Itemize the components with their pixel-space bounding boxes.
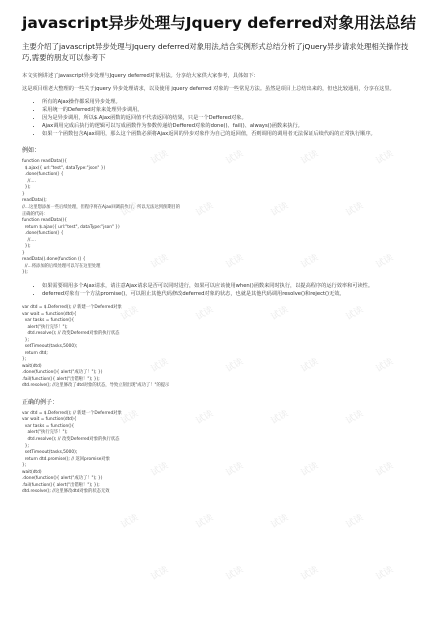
watermark: 试读 [299, 460, 321, 479]
watermark: 试读 [149, 148, 171, 167]
list-item: • deferred对象有一个方法promise()，可以阻止其他代码修改deferred对象的状态，也就是其他代码调用resolve()和reject()无效。 [42, 290, 418, 298]
watermark: 试读 [119, 304, 141, 323]
watermark: 试读 [149, 356, 171, 375]
watermark: 试读 [374, 356, 396, 375]
watermark: 试读 [344, 200, 366, 219]
watermark: 试读 [149, 460, 171, 479]
list-item: • 因为是异步调用，所以$.Ajax函数的返回值不代表返回的结果，只是一个Deffered对象。 [42, 114, 418, 122]
watermark: 试读 [269, 304, 291, 323]
watermark: 试读 [224, 564, 246, 583]
watermark: 试读 [269, 512, 291, 531]
list-item: • 所有的Ajax操作都采用异步处理。 [42, 98, 418, 106]
watermark: 试读 [194, 408, 216, 427]
watermark: 试读 [269, 408, 291, 427]
watermark: 试读 [374, 460, 396, 479]
watermark: 试读 [344, 512, 366, 531]
watermark: 试读 [344, 304, 366, 323]
watermark: 试读 [149, 564, 171, 583]
watermark: 试读 [119, 408, 141, 427]
watermark: 试读 [194, 512, 216, 531]
watermark: 试读 [344, 408, 366, 427]
watermark: 试读 [299, 564, 321, 583]
page-title: javascript异步处理与Jquery deferred对象用法总结 [22, 14, 417, 32]
watermark: 试读 [224, 460, 246, 479]
watermark: 试读 [269, 200, 291, 219]
watermark: 试读 [299, 356, 321, 375]
watermark: 试读 [224, 148, 246, 167]
watermark: 试读 [194, 200, 216, 219]
paragraph-1: 这是项目组老大整理的一些关于jquery 异步处理请求，以及使用 jquery deferred 对象的一些常见方法。虽然是项目上总结出来的，但也比较通用，分享在这里。 [22, 85, 395, 92]
correct-example-label: 正确的例子： [22, 398, 59, 406]
bullet-list-1 [22, 98, 418, 138]
bullet-list-2 [22, 282, 418, 298]
intro-text: 本文实例讲述了javascript异步处理与Jquery deferred对象用法。分享给大家供大家参考，具体如下： [22, 72, 259, 79]
list-item: • 如果一个函数包含Ajax调用，那么这个函数必须将Ajax返回的异步对象作为自己的返回值，否则调用的调用者无法保证后续代码的正常执行顺序。 [42, 130, 418, 138]
watermark: 试读 [119, 512, 141, 531]
watermark: 试读 [149, 252, 171, 271]
watermark: 试读 [194, 304, 216, 323]
summary: 主要介绍了javascript异步处理与Jquery deferred对象用法,结合实例形式总结分析了jQuery异步请求处理相关操作技巧,需要的朋友可以参考下 [22, 42, 409, 63]
code-block-1: function readData(){ $.ajax({ url:"test", dataType:"json" }) .done(function() { //.... }); } readData(); //...这里想添加一些后续处理，但程序将在Ajax回调前执行，所以无法达到预期目的 正确的代码： function readData(){ return $.ajax({ url:"test", dataType:"json" }) .done(function() { //.... }); } readData().done(function () { //...将添加的后续处理可以写在这里处理 }); [22, 159, 181, 276]
watermark: 试读 [224, 252, 246, 271]
watermark: 试读 [374, 148, 396, 167]
list-item: • 采用统一的Deferred对象来处理异步调用。 [42, 106, 418, 114]
code-block-2: var dtd = $.Deferred(); // 新建一个Deferred对象 var wait = function(dtd){ var tasks = function(){ alert("执行完毕！"); dtd.resolve(); // 改变Deferred对象的执行状态 }; setTimeout(tasks,5000); return dtd; }; wait(dtd) .done(function(){ alert("成功了！"); }) .fail(function(){ alert("出错啦！"); }); dtd.resolve(); //这里修改了dtd对象的状态，导致立刻出现"成功了！"的提示 [22, 304, 170, 389]
example-label: 例如： [22, 147, 41, 155]
list-item: • Ajax调用完成后执行的逻辑可以写成函数作为参数传递给Deffered对象的done()、fail()、always()函数来执行。 [42, 122, 418, 130]
watermark: 试读 [299, 252, 321, 271]
watermark: 试读 [374, 564, 396, 583]
watermark: 试读 [299, 148, 321, 167]
code-block-3: var dtd = $.Deferred(); // 新建一个Deferred对象 var wait = function(dtd){ var tasks = function(){ alert("执行完毕！"); dtd.resolve(); // 改变Deferred对象的执行状态 }; setTimeout(tasks,5000); return dtd.promise(); // 返回promise对象 }; wait(dtd) .done(function(){ alert("成功了！"); }) .fail(function(){ alert("出错啦！"); }); dtd.resolve(); //这里修改dtd对象的状态无效 [22, 410, 122, 495]
watermark: 试读 [374, 252, 396, 271]
list-item: • 如果需要调用多个Ajax请求，请注意Ajax请求是否可以同时进行，如果可以应该使用when()函数来同时执行，以提高程序的运行效率和可读性。 [42, 282, 418, 290]
watermark: 试读 [119, 200, 141, 219]
watermark: 试读 [224, 356, 246, 375]
